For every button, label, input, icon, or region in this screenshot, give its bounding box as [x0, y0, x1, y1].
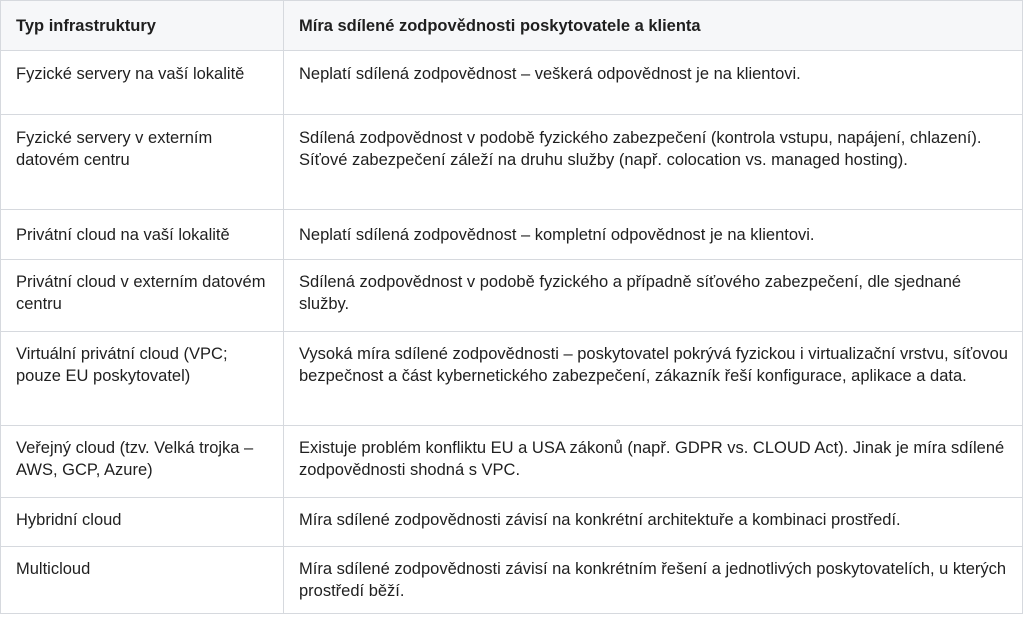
table-row [1, 115, 1023, 210]
infrastructure-type-cell: Fyzické servery na vaší lokalitě [1, 51, 284, 115]
table-row [1, 426, 1023, 498]
responsibility-cell: Vysoká míra sdílené zodpovědnosti – poskytovatel pokrývá fyzickou i virtualizační vrstvu, síťovou bezpečnost a část kybernetického zabezpečení, zákazník řeší konfigurace, aplikace a data. [284, 332, 1023, 426]
column-header-infrastructure-type: Typ infrastruktury [1, 1, 284, 51]
responsibility-cell: Sdílená zodpovědnost v podobě fyzického zabezpečení (kontrola vstupu, napájení, chlazení). Síťové zabezpečení záleží na druhu služby (např. colocation vs. managed hosting). [284, 115, 1023, 210]
infrastructure-type-cell: Hybridní cloud [1, 498, 284, 547]
responsibility-cell: Neplatí sdílená zodpovědnost – veškerá odpovědnost je na klientovi. [284, 51, 1023, 115]
responsibility-cell: Existuje problém konfliktu EU a USA zákonů (např. GDPR vs. CLOUD Act). Jinak je míra sdílené zodpovědnosti shodná s VPC. [284, 426, 1023, 498]
responsibility-cell: Míra sdílené zodpovědnosti závisí na konkrétním řešení a jednotlivých poskytovatelích, u kterých prostředí běží. [284, 547, 1023, 614]
responsibility-cell: Neplatí sdílená zodpovědnost – kompletní odpovědnost je na klientovi. [284, 210, 1023, 260]
table-header-row [1, 1, 1023, 51]
column-header-shared-responsibility: Míra sdílené zodpovědnosti poskytovatele a klienta [284, 1, 1023, 51]
responsibility-cell: Míra sdílené zodpovědnosti závisí na konkrétní architektuře a kombinaci prostředí. [284, 498, 1023, 547]
table-row [1, 332, 1023, 426]
table-row [1, 547, 1023, 614]
table-row [1, 210, 1023, 260]
infrastructure-type-cell: Virtuální privátní cloud (VPC; pouze EU poskytovatel) [1, 332, 284, 426]
infrastructure-type-cell: Veřejný cloud (tzv. Velká trojka – AWS, GCP, Azure) [1, 426, 284, 498]
infrastructure-type-cell: Privátní cloud v externím datovém centru [1, 260, 284, 332]
infrastructure-type-cell: Multicloud [1, 547, 284, 614]
infrastructure-type-cell: Privátní cloud na vaší lokalitě [1, 210, 284, 260]
responsibility-cell: Sdílená zodpovědnost v podobě fyzického a případně síťového zabezpečení, dle sjednané služby. [284, 260, 1023, 332]
table-row [1, 498, 1023, 547]
table-row [1, 51, 1023, 115]
table-row [1, 260, 1023, 332]
infrastructure-type-cell: Fyzické servery v externím datovém centru [1, 115, 284, 210]
